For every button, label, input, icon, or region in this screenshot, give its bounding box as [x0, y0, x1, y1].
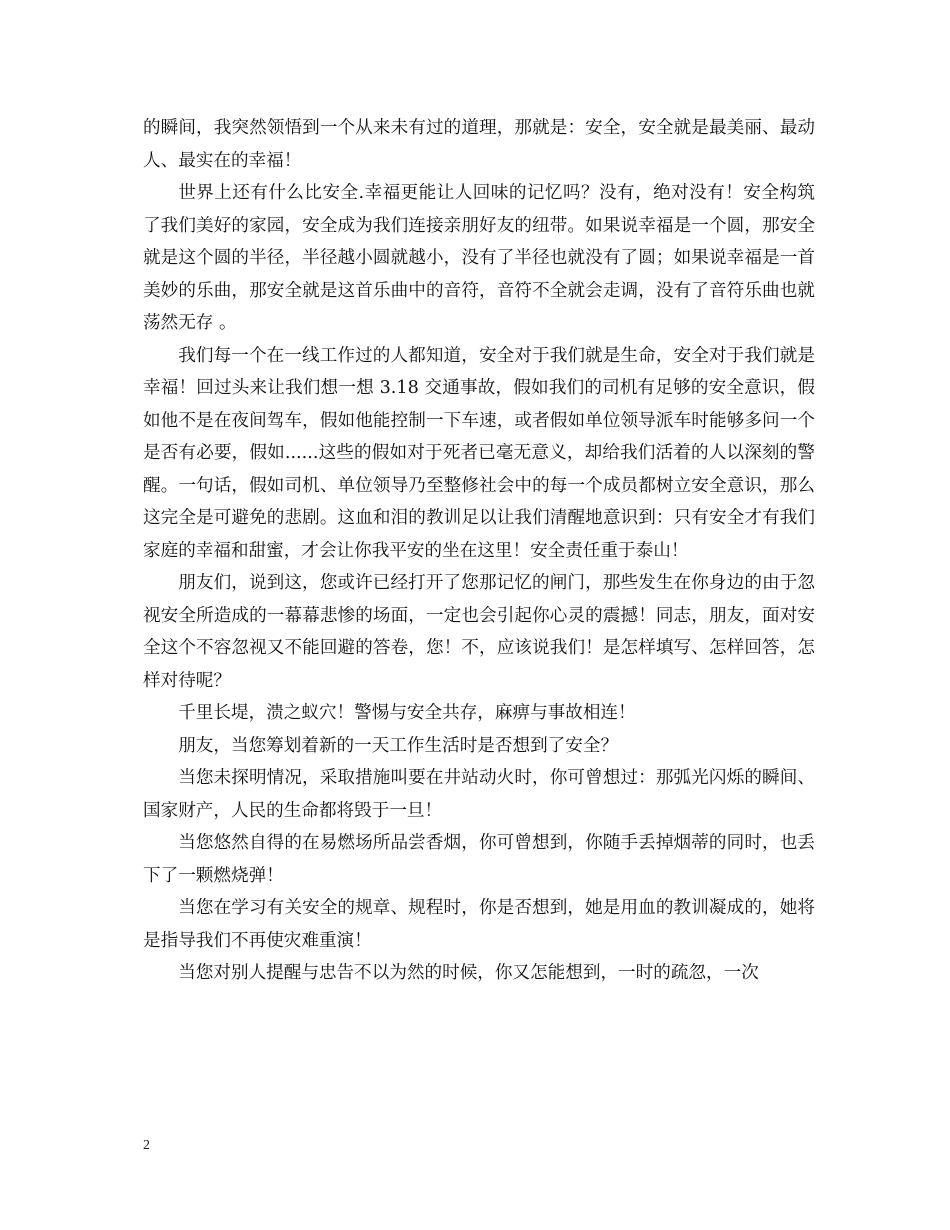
- paragraph: 千里长堤，溃之蚁穴！警惕与安全共存，麻痹与事故相连！: [178, 703, 636, 723]
- paragraph: 朋友，当您筹划着新的一天工作生活时是否想到了安全？: [178, 735, 619, 756]
- paragraph: 世界上还有什么比安全.幸福更能让人回味的记忆吗？没有，绝对没有！安全构筑了我们美好的家园，安全成为我们连接亲朋好友的纽带。如果说幸福是一个圆，那安全就是这个圆的半径，半径越小圆就越小，没有了半径也就没有了圆；如果说幸福是一首美妙的乐曲，那安全就是这首乐曲中的音符，音符不全就会走调，没有了音符乐曲也就荡然无存 。: [143, 183, 815, 333]
- page-number: 2: [143, 1138, 150, 1153]
- paragraph: 当您对别人提醒与忠告不以为然的时候，你又怎能想到，一时的疏忽，一次: [178, 963, 759, 983]
- paragraph: 当您在学习有关安全的规章、规程时，你是否想到，她是用血的教训凝成的，她将是指导我们不再使灾难重演！: [143, 898, 815, 951]
- paragraph: 的瞬间，我突然领悟到一个从来未有过的道理，那就是：安全，安全就是最美丽、最动人、最实在的幸福！: [143, 118, 815, 171]
- document-body: [143, 112, 815, 990]
- paragraph: 我们每一个在一线工作过的人都知道，安全对于我们就是生命，安全对于我们就是幸福！回过头来让我们想一想 3.18 交通事故，假如我们的司机有足够的安全意识，假如他不是在夜间驾车，假如他能控制一下车速，或者假如单位领导派车时能够多问一个是否有必要，假如......这些的假如对于死者已毫无意义，却给我们活着的人以深刻的警醒。一句话，假如司机、单位领导乃至整修社会中的每一个成员都树立安全意识，那么这完全是可避免的悲剧。这血和泪的教训足以让我们清醒地意识到：只有安全才有我们家庭的幸福和甜蜜，才会让你我平安的坐在这里！安全责任重于泰山！: [143, 345, 815, 561]
- paragraph: 当您未探明情况，采取措施叫要在井站动火时，你可曾想过：那弧光闪烁的瞬间、国家财产，人民的生命都将毁于一旦！: [143, 768, 815, 821]
- paragraph: 当您悠然自得的在易燃场所品尝香烟，你可曾想到，你随手丢掉烟蒂的同时，也丢下了一颗燃烧弹！: [143, 833, 815, 886]
- paragraph: 朋友们，说到这，您或许已经打开了您那记忆的闸门，那些发生在你身边的由于忽视安全所造成的一幕幕悲惨的场面，一定也会引起你心灵的震撼！同志，朋友，面对安全这个不容忽视又不能回避的答卷，您！不，应该说我们！是怎样填写、怎样回答，怎样对待呢？: [143, 573, 815, 691]
